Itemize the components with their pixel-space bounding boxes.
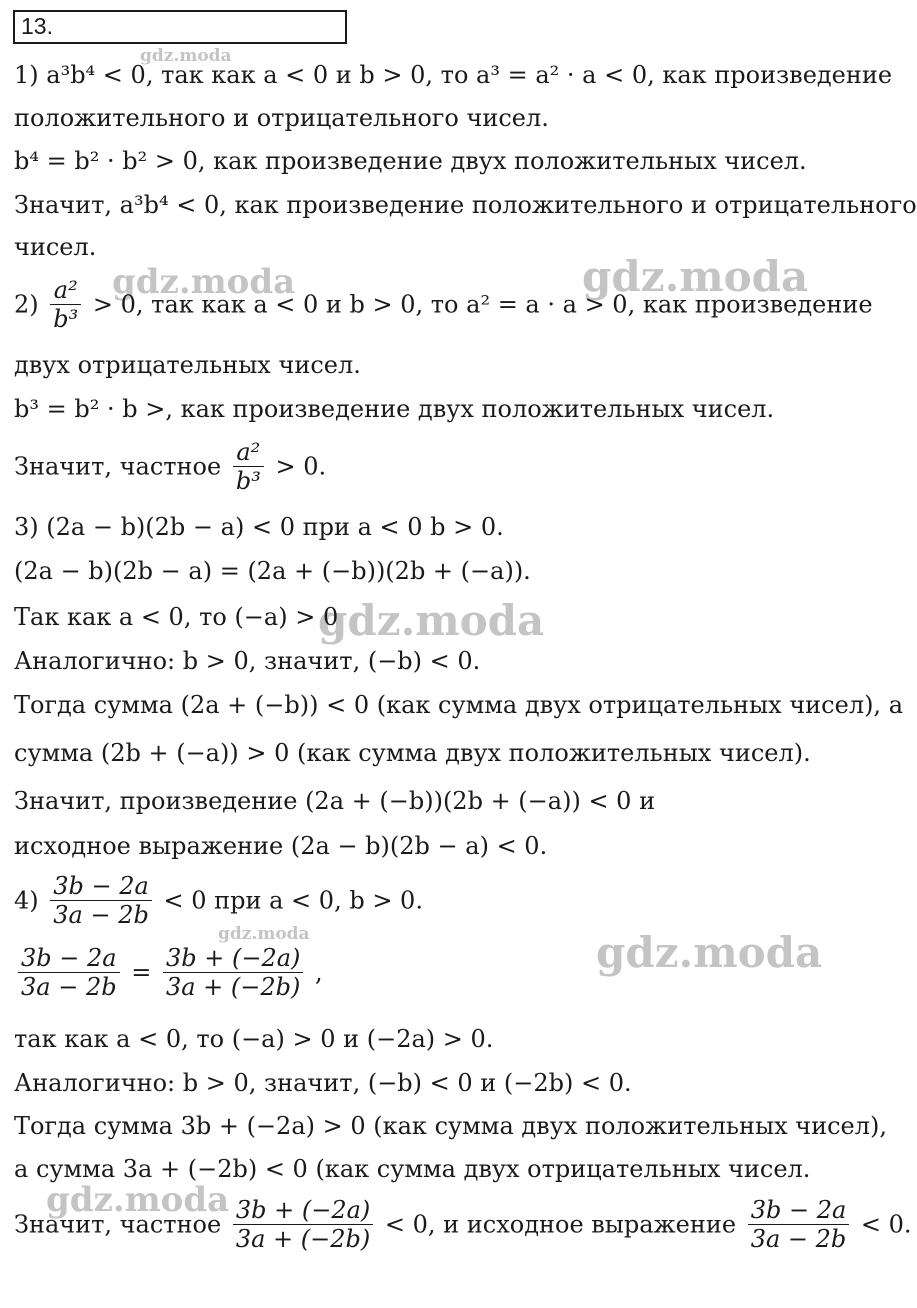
solution-line xyxy=(14,944,323,1001)
fraction-denominator: b³ xyxy=(53,305,79,333)
fraction xyxy=(18,944,120,1001)
fraction xyxy=(50,872,152,929)
fraction-denominator: 3a + (−2b) xyxy=(165,973,301,1001)
fraction-denominator: 3a − 2b xyxy=(750,1225,847,1253)
line-text: > 0, так как a < 0 и b > 0, то a² = a · a > 0, как произведение xyxy=(92,290,873,319)
watermark: gdz.moda xyxy=(218,924,310,944)
fraction xyxy=(50,276,81,333)
fraction-numerator: 3b − 2a xyxy=(748,1196,850,1225)
solution-line: Аналогично: b > 0, значит, (−b) < 0. xyxy=(14,647,481,675)
line-text: Значит, частное xyxy=(14,452,222,481)
solution-line: Тогда сумма (2a + (−b)) < 0 (как сумма двух отрицательных чисел), а xyxy=(14,691,903,719)
solution-line: Значит, a³b⁴ < 0, как произведение положительного и отрицательного xyxy=(14,191,917,219)
solution-line: сумма (2b + (−a)) > 0 (как сумма двух положительных чисел). xyxy=(14,739,811,767)
fraction xyxy=(233,1196,373,1253)
item-prefix: 2) xyxy=(14,290,39,319)
solution-line: чисел. xyxy=(14,233,97,261)
fraction-denominator: 3a − 2b xyxy=(21,973,117,1001)
fraction xyxy=(163,944,303,1001)
solution-line xyxy=(14,276,873,333)
solution-line xyxy=(14,1196,912,1253)
line-text: < 0 при a < 0, b > 0. xyxy=(163,886,423,915)
solution-line xyxy=(14,872,423,929)
fraction-denominator: 3a − 2b xyxy=(53,901,149,929)
watermark: gdz.moda xyxy=(46,1180,230,1220)
line-text: < 0. xyxy=(860,1210,912,1239)
fraction-numerator: a² xyxy=(50,276,81,305)
watermark: gdz.moda xyxy=(596,928,823,977)
solution-line: b⁴ = b² · b² > 0, как произведение двух положительных чисел. xyxy=(14,147,807,175)
solution-line: Так как a < 0, то (−a) > 0 xyxy=(14,603,339,631)
fraction-numerator: a² xyxy=(233,438,264,467)
solution-line: исходное выражение (2a − b)(2b − a) < 0. xyxy=(14,832,548,860)
watermark: gdz.moda xyxy=(318,596,545,645)
line-text: > 0. xyxy=(275,452,327,481)
fraction xyxy=(748,1196,850,1253)
solution-line: двух отрицательных чисел. xyxy=(14,351,361,379)
fraction-denominator: 3a + (−2b) xyxy=(235,1225,371,1253)
fraction-numerator: 3b + (−2a) xyxy=(233,1196,373,1225)
solution-line: Тогда сумма 3b + (−2a) > 0 (как сумма двух положительных чисел), xyxy=(14,1112,887,1140)
item-prefix: 4) xyxy=(14,886,39,915)
line-text: , xyxy=(315,958,323,987)
solution-line: (2a − b)(2b − a) = (2a + (−b))(2b + (−a)). xyxy=(14,557,531,585)
watermark: gdz.moda xyxy=(582,252,809,301)
solution-line: 1) a³b⁴ < 0, так как a < 0 и b > 0, то a³ = a² · a < 0, как произведение xyxy=(14,61,893,89)
fraction-denominator: b³ xyxy=(235,467,261,495)
solution-line xyxy=(14,438,326,495)
fraction-numerator: 3b − 2a xyxy=(50,872,152,901)
problem-number-box xyxy=(13,10,347,44)
line-text: < 0, и исходное выражение xyxy=(384,1210,737,1239)
fraction-numerator: 3b + (−2a) xyxy=(163,944,303,973)
solution-line: а сумма 3a + (−2b) < 0 (как сумма двух отрицательных чисел. xyxy=(14,1155,811,1183)
solution-line: 3) (2a − b)(2b − a) < 0 при a < 0 b > 0. xyxy=(14,513,504,541)
fraction xyxy=(233,438,264,495)
problem-number: 13. xyxy=(21,13,53,39)
solution-line: положительного и отрицательного чисел. xyxy=(14,104,549,132)
solution-line: Значит, произведение (2a + (−b))(2b + (−a)) < 0 и xyxy=(14,787,656,815)
watermark: gdz.moda xyxy=(140,46,232,66)
solution-line: так как a < 0, то (−a) > 0 и (−2a) > 0. xyxy=(14,1025,494,1053)
equals-sign: = xyxy=(131,958,152,987)
watermark: gdz.moda xyxy=(112,262,296,302)
solution-line: b³ = b² · b >, как произведение двух положительных чисел. xyxy=(14,395,775,423)
line-text: Значит, частное xyxy=(14,1210,222,1239)
fraction-numerator: 3b − 2a xyxy=(18,944,120,973)
solution-line: Аналогично: b > 0, значит, (−b) < 0 и (−2b) < 0. xyxy=(14,1069,632,1097)
